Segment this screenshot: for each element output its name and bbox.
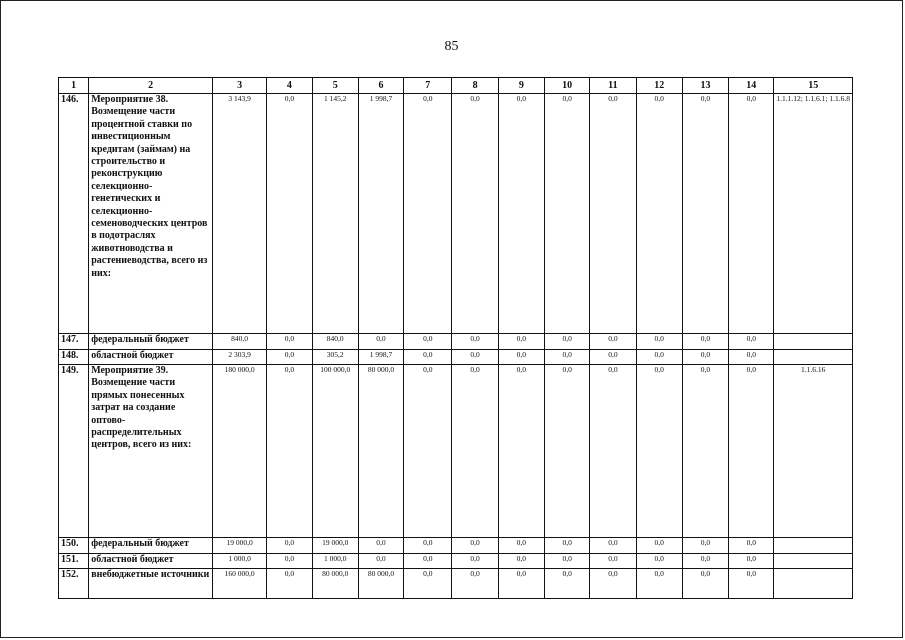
value-cell: 0,0: [682, 538, 728, 554]
indicator-code: 1.1.6.16: [774, 365, 853, 538]
row-name: Мероприятие 39. Возмещение части прямых понесенных затрат на создание оптово-распределительных центров, всего из них:: [89, 365, 213, 538]
value-cell: 0,0: [404, 334, 452, 350]
indicator-code: [774, 569, 853, 599]
value-cell: 0,0: [404, 569, 452, 599]
column-header: 15: [774, 78, 853, 94]
column-header: 10: [544, 78, 589, 94]
row-number: 150.: [59, 538, 89, 554]
value-cell: 0,0: [267, 365, 312, 538]
value-cell: 0,0: [590, 554, 636, 569]
value-cell: 0,0: [267, 538, 312, 554]
value-cell: 0,0: [590, 350, 636, 365]
row-name: областной бюджет: [89, 554, 213, 569]
value-cell: 1 145,2: [312, 94, 358, 334]
row-name: Мероприятие 38. Возмещение части процентной ставки по инвестиционным кредитам (займам) на строительство и реконструкцию селекционно-генетических и селекционно-семеноводческих центров в подотраслях животноводства и растениеводства, всего из них:: [89, 94, 213, 334]
value-cell: 0,0: [404, 554, 452, 569]
value-cell: 0,0: [682, 365, 728, 538]
column-header: 13: [682, 78, 728, 94]
table-row: [59, 538, 853, 554]
row-number: 148.: [59, 350, 89, 365]
value-cell: 0,0: [498, 538, 544, 554]
value-cell: 0,0: [358, 538, 403, 554]
row-name: федеральный бюджет: [89, 334, 213, 350]
value-cell: 1 998,7: [358, 94, 403, 334]
value-cell: 0,0: [682, 569, 728, 599]
value-cell: 0,0: [452, 334, 498, 350]
value-cell: 0,0: [590, 334, 636, 350]
column-header: 2: [89, 78, 213, 94]
header-row: [59, 78, 853, 94]
value-cell: 0,0: [636, 554, 682, 569]
table-row: [59, 334, 853, 350]
value-cell: 0,0: [267, 334, 312, 350]
column-header: 1: [59, 78, 89, 94]
value-cell: 0,0: [267, 94, 312, 334]
value-cell: 0,0: [590, 538, 636, 554]
value-cell: 100 000,0: [312, 365, 358, 538]
value-cell: 0,0: [452, 365, 498, 538]
value-cell: 0,0: [682, 350, 728, 365]
indicator-code: 1.1.1.12; 1.1.6.1; 1.1.6.8: [774, 94, 853, 334]
value-cell: 305,2: [312, 350, 358, 365]
column-header: 12: [636, 78, 682, 94]
value-cell: 0,0: [729, 94, 774, 334]
row-number: 149.: [59, 365, 89, 538]
value-cell: 0,0: [452, 94, 498, 334]
table-row: [59, 350, 853, 365]
value-cell: 0,0: [636, 569, 682, 599]
table-row: [59, 554, 853, 569]
value-cell: 0,0: [267, 350, 312, 365]
column-header: 14: [729, 78, 774, 94]
value-cell: 0,0: [636, 538, 682, 554]
value-cell: 80 000,0: [312, 569, 358, 599]
indicator-code: [774, 538, 853, 554]
value-cell: 180 000,0: [212, 365, 266, 538]
page-number: 85: [444, 39, 459, 54]
value-cell: 0,0: [544, 334, 589, 350]
value-cell: 0,0: [682, 94, 728, 334]
column-header: 8: [452, 78, 498, 94]
value-cell: 0,0: [636, 94, 682, 334]
value-cell: 0,0: [358, 554, 403, 569]
value-cell: 3 143,9: [212, 94, 266, 334]
value-cell: 0,0: [729, 365, 774, 538]
value-cell: 0,0: [682, 334, 728, 350]
table-row: [59, 94, 853, 334]
value-cell: 0,0: [267, 554, 312, 569]
value-cell: 0,0: [544, 569, 589, 599]
column-header: 7: [404, 78, 452, 94]
value-cell: 1 998,7: [358, 350, 403, 365]
value-cell: 0,0: [636, 350, 682, 365]
value-cell: 0,0: [452, 538, 498, 554]
row-name: областной бюджет: [89, 350, 213, 365]
value-cell: 0,0: [636, 365, 682, 538]
value-cell: 0,0: [404, 94, 452, 334]
value-cell: 0,0: [404, 365, 452, 538]
value-cell: 1 000,0: [312, 554, 358, 569]
value-cell: 0,0: [544, 365, 589, 538]
value-cell: 19 000,0: [212, 538, 266, 554]
value-cell: 19 000,0: [312, 538, 358, 554]
value-cell: 0,0: [544, 350, 589, 365]
value-cell: 80 000,0: [358, 569, 403, 599]
value-cell: 0,0: [729, 569, 774, 599]
value-cell: 0,0: [452, 569, 498, 599]
value-cell: 0,0: [498, 365, 544, 538]
indicator-code: [774, 554, 853, 569]
value-cell: 0,0: [452, 554, 498, 569]
value-cell: 0,0: [404, 350, 452, 365]
row-number: 147.: [59, 334, 89, 350]
value-cell: 80 000,0: [358, 365, 403, 538]
row-number: 146.: [59, 94, 89, 334]
value-cell: 0,0: [729, 538, 774, 554]
value-cell: 0,0: [590, 94, 636, 334]
value-cell: 0,0: [452, 350, 498, 365]
value-cell: 1 000,0: [212, 554, 266, 569]
value-cell: 0,0: [544, 94, 589, 334]
value-cell: 0,0: [267, 569, 312, 599]
value-cell: 0,0: [636, 334, 682, 350]
column-header: 9: [498, 78, 544, 94]
row-name: федеральный бюджет: [89, 538, 213, 554]
table-row: [59, 569, 853, 599]
column-header: 6: [358, 78, 403, 94]
value-cell: 0,0: [729, 350, 774, 365]
indicator-code: [774, 350, 853, 365]
value-cell: 0,0: [498, 350, 544, 365]
value-cell: 0,0: [590, 569, 636, 599]
value-cell: 840,0: [212, 334, 266, 350]
column-header: 11: [590, 78, 636, 94]
value-cell: 0,0: [498, 554, 544, 569]
value-cell: 0,0: [498, 334, 544, 350]
budget-table: [58, 77, 853, 599]
value-cell: 0,0: [404, 538, 452, 554]
row-name: внебюджетные источники: [89, 569, 213, 599]
value-cell: 0,0: [729, 554, 774, 569]
table-body: [59, 94, 853, 599]
value-cell: 0,0: [358, 334, 403, 350]
column-header: 5: [312, 78, 358, 94]
value-cell: 840,0: [312, 334, 358, 350]
row-number: 152.: [59, 569, 89, 599]
value-cell: 0,0: [544, 538, 589, 554]
value-cell: 0,0: [590, 365, 636, 538]
column-header: 4: [267, 78, 312, 94]
value-cell: 0,0: [729, 334, 774, 350]
value-cell: 0,0: [544, 554, 589, 569]
column-header: 3: [212, 78, 266, 94]
table-row: [59, 365, 853, 538]
row-number: 151.: [59, 554, 89, 569]
value-cell: 0,0: [498, 94, 544, 334]
value-cell: 0,0: [682, 554, 728, 569]
value-cell: 2 303,9: [212, 350, 266, 365]
indicator-code: [774, 334, 853, 350]
value-cell: 160 000,0: [212, 569, 266, 599]
value-cell: 0,0: [498, 569, 544, 599]
